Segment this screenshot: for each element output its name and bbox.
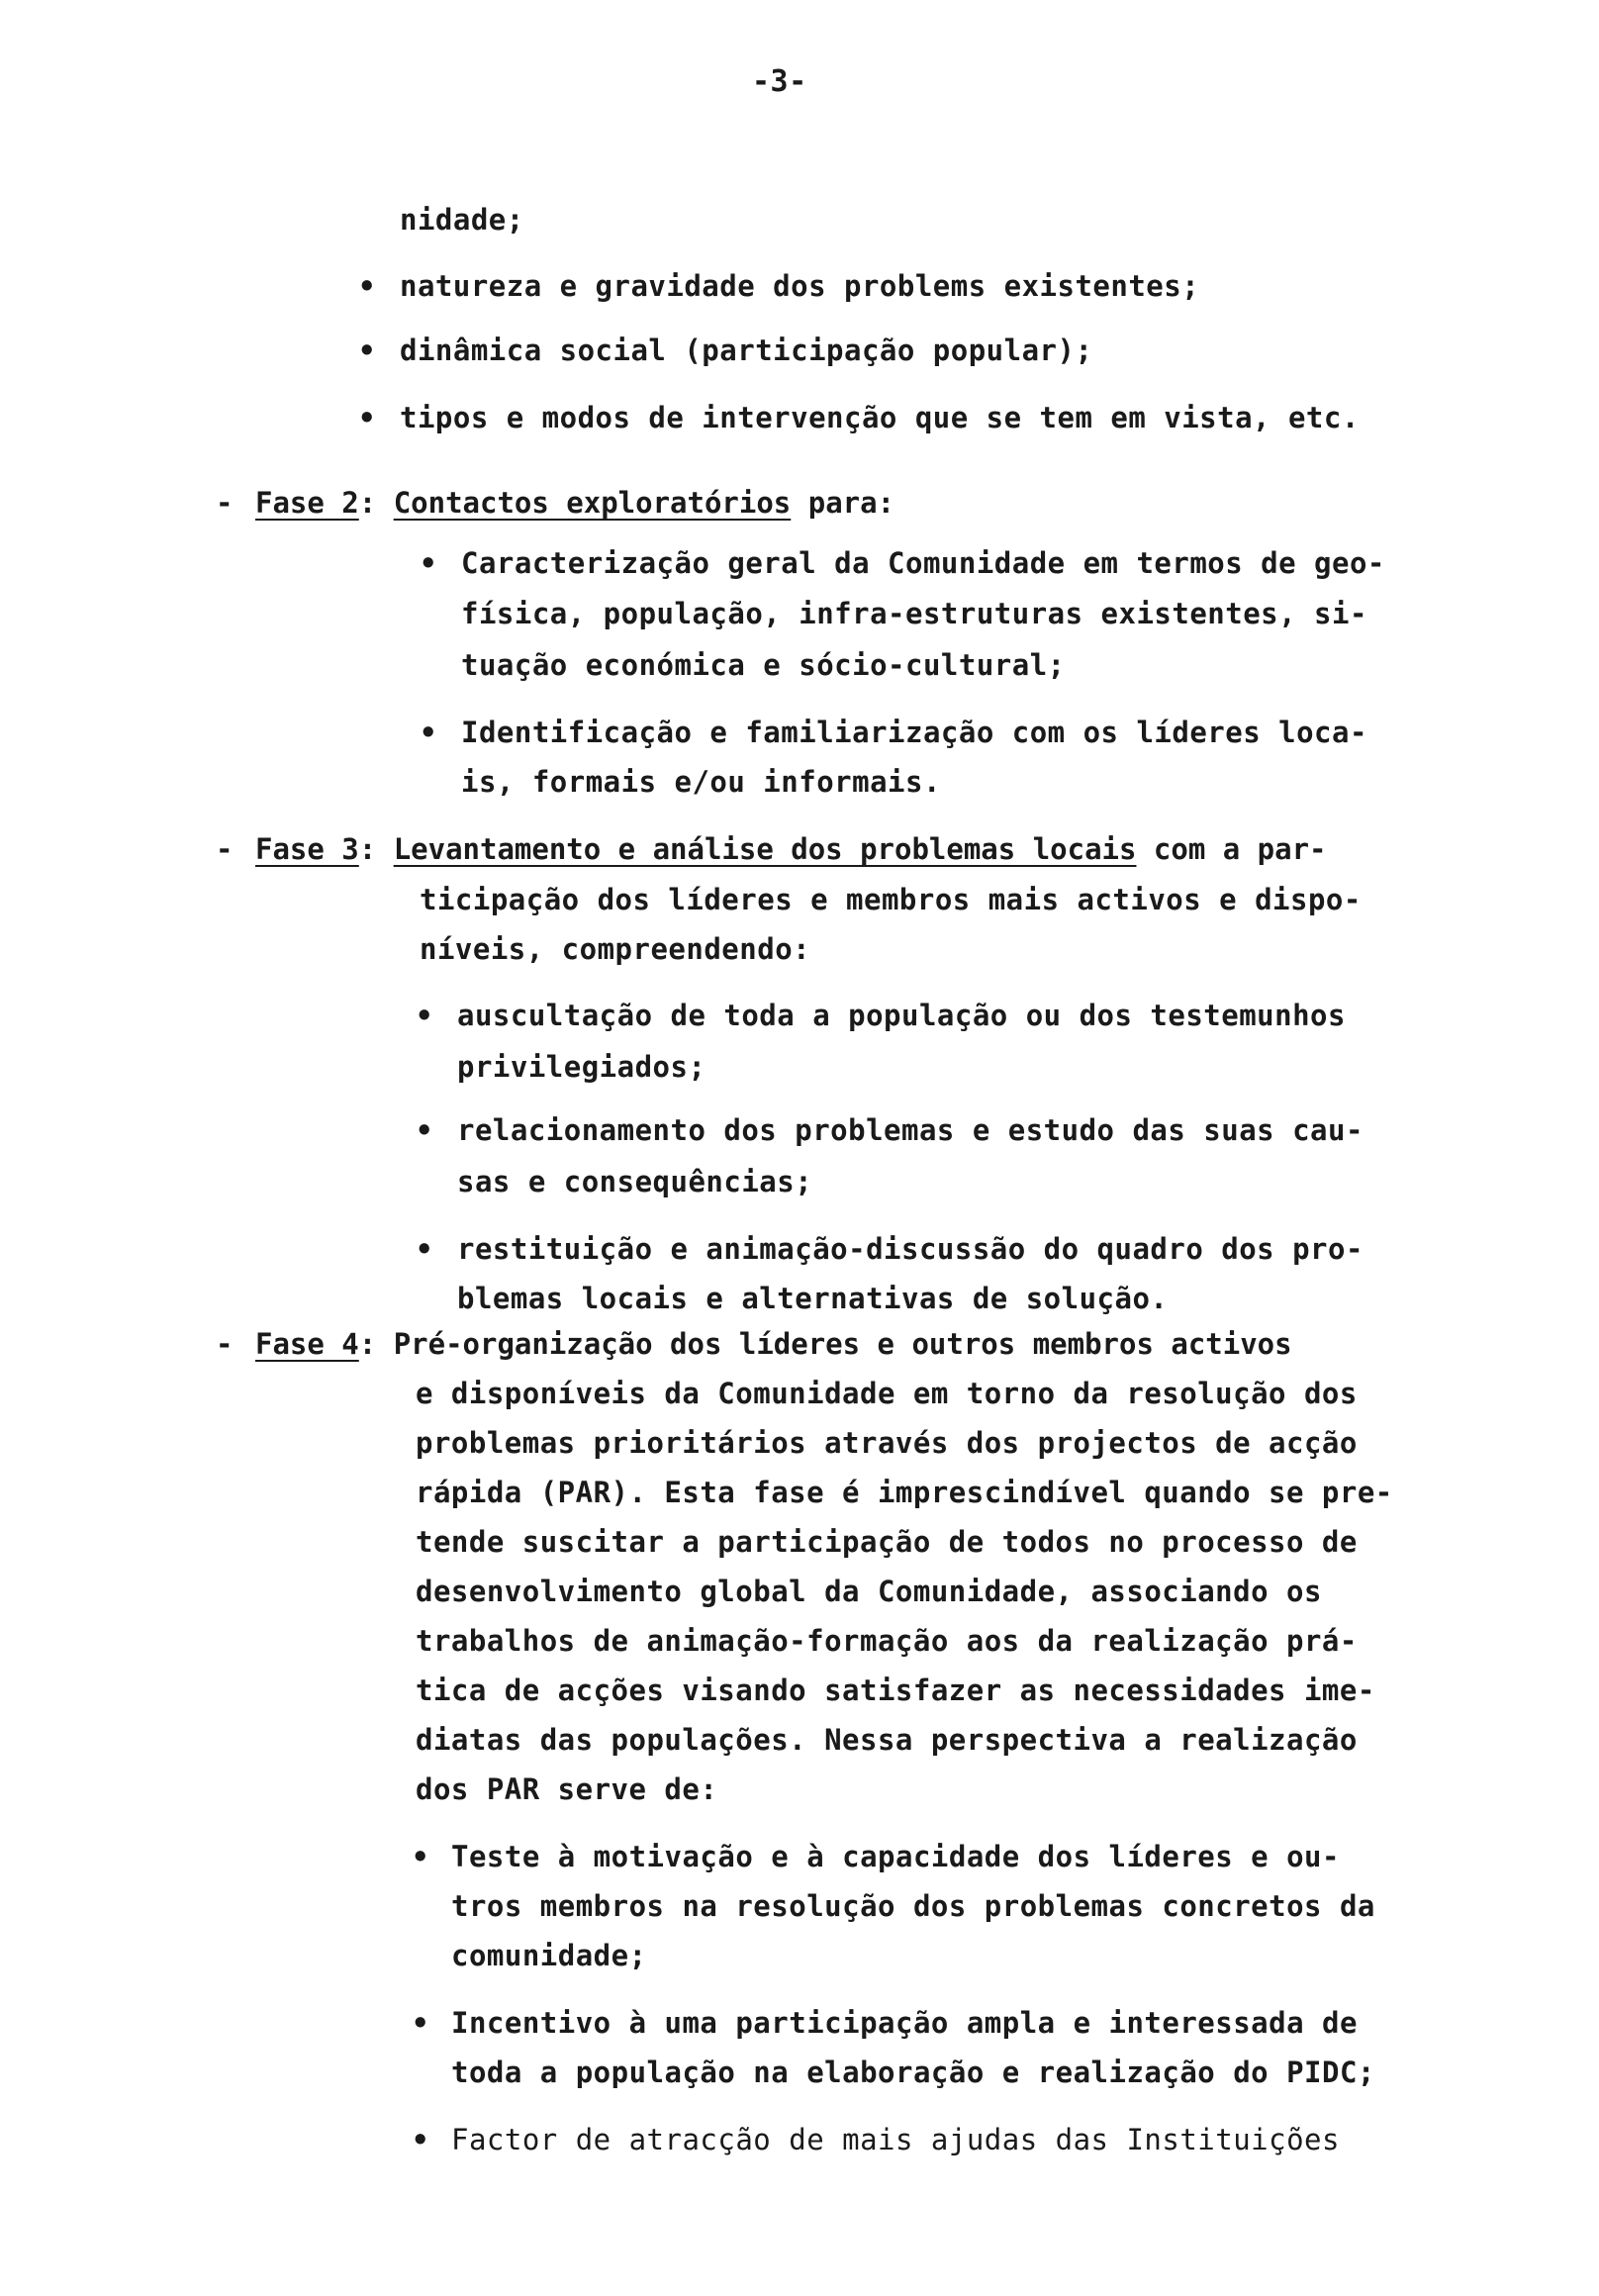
bullet-icon: • <box>416 1113 433 1147</box>
bullet-icon: • <box>358 401 376 434</box>
fase-text: com a par- <box>1153 832 1327 866</box>
dash-marker: - <box>216 832 234 866</box>
page-number: -3- <box>752 64 807 99</box>
list-item: física, população, infra-estruturas existentes, si- <box>461 597 1367 630</box>
list-item: comunidade; <box>451 1939 647 1972</box>
paragraph-line: tende suscitar a participação de todos no processo de <box>416 1525 1358 1559</box>
list-item: is, formais e/ou informais. <box>461 765 941 799</box>
bullet-icon: • <box>412 2006 429 2040</box>
paragraph-line: desenvolvimento global da Comunidade, associando os <box>416 1575 1322 1608</box>
bullet-icon: • <box>412 2123 429 2156</box>
paragraph-line: rápida (PAR). Esta fase é imprescindível quando se pre- <box>416 1476 1393 1509</box>
list-item: restituição e animação-discussão do quadro dos pro- <box>457 1232 1364 1266</box>
fase-suffix: para: <box>807 486 895 520</box>
list-item: Caracterização geral da Comunidade em termos de geo- <box>461 546 1385 580</box>
fase-title: Contactos exploratórios <box>393 486 792 520</box>
list-item: relacionamento dos problemas e estudo das suas cau- <box>457 1113 1364 1147</box>
list-item: Teste à motivação e à capacidade dos líderes e ou- <box>451 1840 1340 1873</box>
fase-4-heading: Fase 4: Pré-organização dos líderes e outros membros activos <box>255 1327 1292 1361</box>
fase-label: Fase 2 <box>255 486 359 520</box>
fase-2-heading: Fase 2: Contactos exploratórios para: <box>255 486 895 520</box>
fase-3-heading: Fase 3: Levantamento e análise dos problemas locais com a par- <box>255 832 1327 866</box>
list-item: auscultação de toda a população ou dos testemunhos <box>457 999 1346 1032</box>
list-item: blemas locais e alternativas de solução. <box>457 1282 1169 1315</box>
bullet-icon: • <box>358 269 376 303</box>
paragraph-line: e disponíveis da Comunidade em torno da resolução dos <box>416 1377 1358 1410</box>
dash-marker: - <box>216 1327 234 1361</box>
bullet-icon: • <box>358 334 376 367</box>
list-item: Factor de atracção de mais ajudas das Instituições <box>451 2123 1340 2156</box>
bullet-icon: • <box>416 999 433 1032</box>
fase-label: Fase 4 <box>255 1327 359 1361</box>
paragraph-line: tica de acções visando satisfazer as necessidades ime- <box>416 1674 1375 1707</box>
list-item: Incentivo à uma participação ampla e interessada de <box>451 2006 1358 2040</box>
bullet-icon: • <box>420 546 437 580</box>
dash-marker: - <box>216 486 234 520</box>
paragraph-line: trabalhos de animação-formação aos da realização prá- <box>416 1624 1358 1658</box>
fase-text: Pré-organização dos líderes e outros membros activos <box>393 1327 1292 1361</box>
list-item: Identificação e familiarização com os líderes loca- <box>461 716 1367 749</box>
bullet-icon: • <box>416 1232 433 1266</box>
list-item: tipos e modos de intervenção que se tem em vista, etc. <box>400 401 1360 434</box>
paragraph-line: problemas prioritários através dos projectos de acção <box>416 1426 1358 1460</box>
bullet-icon: • <box>412 1840 429 1873</box>
list-item: tros membros na resolução dos problemas concretos da <box>451 1889 1375 1923</box>
paragraph-line: ticipação dos líderes e membros mais activos e dispo- <box>420 883 1362 916</box>
fase-label: Fase 3 <box>255 832 359 866</box>
list-item: privilegiados; <box>457 1050 706 1084</box>
paragraph-line: níveis, compreendendo: <box>420 932 811 966</box>
list-item: natureza e gravidade dos problems existentes; <box>400 269 1200 303</box>
bullet-icon: • <box>420 716 437 749</box>
fase-title: Levantamento e análise dos problemas locais <box>393 832 1137 866</box>
list-item: tuação económica e sócio-cultural; <box>461 648 1066 682</box>
paragraph-line: dos PAR serve de: <box>416 1772 718 1806</box>
list-item: dinâmica social (participação popular); <box>400 334 1093 367</box>
list-item: toda a população na elaboração e realização do PIDC; <box>451 2056 1375 2089</box>
list-item: sas e consequências; <box>457 1165 813 1198</box>
paragraph-line: diatas das populações. Nessa perspectiva a realização <box>416 1723 1358 1757</box>
continuation-line: nidade; <box>400 203 524 237</box>
